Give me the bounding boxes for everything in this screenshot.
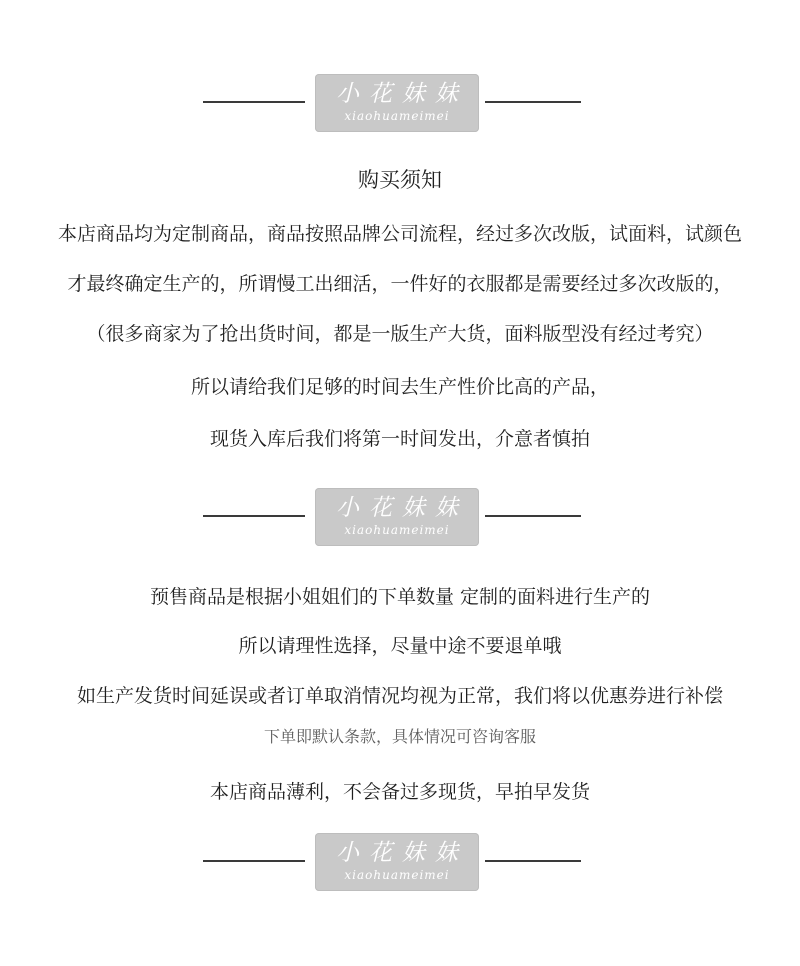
- divider-line-right: [485, 101, 581, 103]
- brand-divider-top: [0, 74, 800, 134]
- section-title: 购买须知: [358, 168, 442, 192]
- brand-name-cn: 小花妹妹: [336, 495, 468, 521]
- brand-name-cn: 小花妹妹: [336, 840, 468, 866]
- notice-line-2: 才最终确定生产的，所谓慢工出细活，一件好的衣服都是需要经过多次改版的，: [67, 273, 733, 295]
- terms-note: 下单即默认条款，具体情况可咨询客服: [263, 727, 536, 746]
- presale-line-1: 预售商品是根据小姐姐们的下单数量 定制的面料进行生产的: [149, 586, 651, 608]
- notice-line-5: 现货入库后我们将第一时间发出，介意者慎拍: [209, 428, 590, 450]
- divider-line-left: [203, 515, 305, 517]
- brand-logo-badge: [315, 74, 479, 132]
- presale-line-2: 所以请理性选择，尽量中途不要退单哦: [238, 635, 562, 657]
- presale-line-3: 如生产发货时间延误或者订单取消情况均视为正常，我们将以优惠券进行补偿: [76, 685, 723, 707]
- divider-line-left: [203, 101, 305, 103]
- brand-name-en: xiaohuameimei: [344, 868, 450, 882]
- divider-line-right: [485, 860, 581, 862]
- notice-line-1: 本店商品均为定制商品，商品按照品牌公司流程，经过多次改版，试面料，试颜色: [57, 223, 742, 245]
- brand-name-en: xiaohuameimei: [344, 109, 450, 123]
- notice-line-3: （很多商家为了抢出货时间，都是一版生产大货，面料版型没有经过考究）: [86, 323, 714, 345]
- divider-line-left: [203, 860, 305, 862]
- brand-divider-middle: [0, 488, 800, 548]
- brand-name-cn: 小花妹妹: [336, 81, 468, 107]
- closing-line: 本店商品薄利，不会备过多现货，早拍早发货: [209, 781, 590, 803]
- brand-name-en: xiaohuameimei: [344, 523, 450, 537]
- notice-line-4: 所以请给我们足够的时间去生产性价比高的产品，: [190, 376, 609, 398]
- divider-line-right: [485, 515, 581, 517]
- brand-logo-badge: [315, 833, 479, 891]
- brand-divider-bottom: [0, 833, 800, 893]
- brand-logo-badge: [315, 488, 479, 546]
